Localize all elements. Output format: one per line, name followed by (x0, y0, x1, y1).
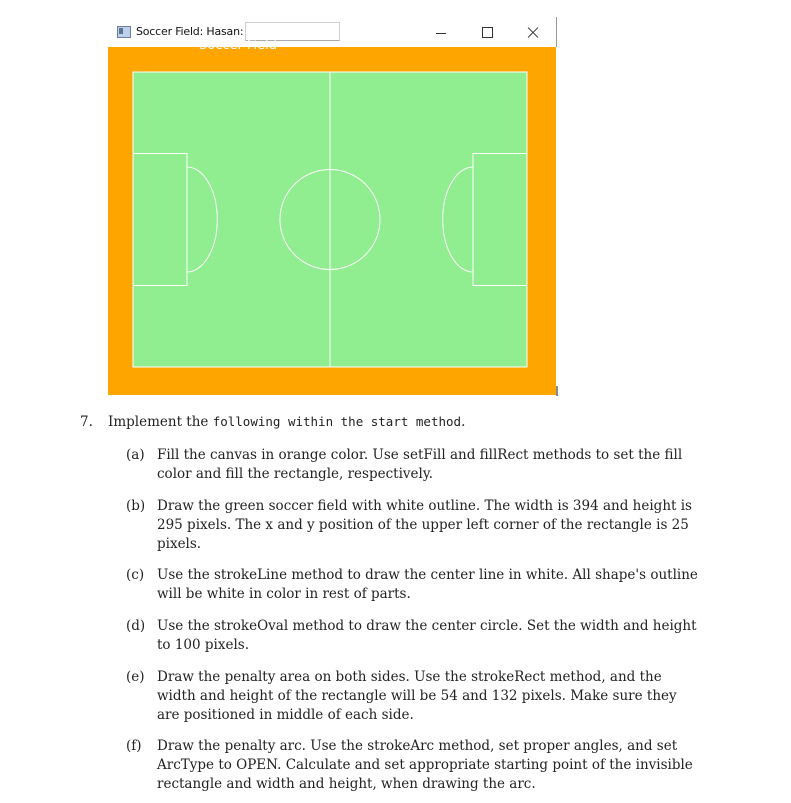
list-item-text: Fill the canvas in orange color. Use setFill and fillRect methods to set the fill color and fill the rectangle, respectively. (157, 447, 683, 482)
list-item-label: (c) (126, 567, 145, 583)
list-item-label: (f) (126, 738, 142, 754)
question-heading (108, 414, 465, 430)
list-item-label: (b) (126, 498, 146, 514)
question-lead-code: following within the start method (212, 414, 462, 429)
list-item-text: Use the strokeLine method to draw the center line in white. All shape's outline will be white in color in rest of parts. (157, 567, 698, 602)
list-item-text: Draw the green soccer field with white outline. The width is 394 and height is 295 pixels. The x and y position of the upper left corner of the rectangle is 25 pixels. (157, 498, 692, 552)
canvas-label: Soccer Field (199, 38, 277, 53)
question-lead-end: . (461, 414, 466, 430)
question-lead: Implement the (108, 414, 209, 430)
list-item-text: Draw the penalty area on both sides. Use the strokeRect method, and the width and height of the rectangle will be 54 and 132 pixels. Make sure they are positioned in middle of each side. (157, 669, 677, 723)
list-item-text: Use the strokeOval method to draw the center circle. Set the width and height to 100 pixels. (157, 618, 697, 653)
list-item-label: (d) (126, 618, 146, 634)
list-item-text: Draw the penalty arc. Use the strokeArc method, set proper angles, and set ArcType to OPEN. Calculate and set appropriate starting point of the invisible rectangle and width and height, when drawing the arc. (157, 738, 693, 792)
window-title: Soccer Field: Hasan: (136, 25, 244, 38)
list-item-label: (a) (126, 447, 145, 463)
question-number: 7. (80, 414, 93, 430)
list-item-label: (e) (126, 669, 145, 685)
